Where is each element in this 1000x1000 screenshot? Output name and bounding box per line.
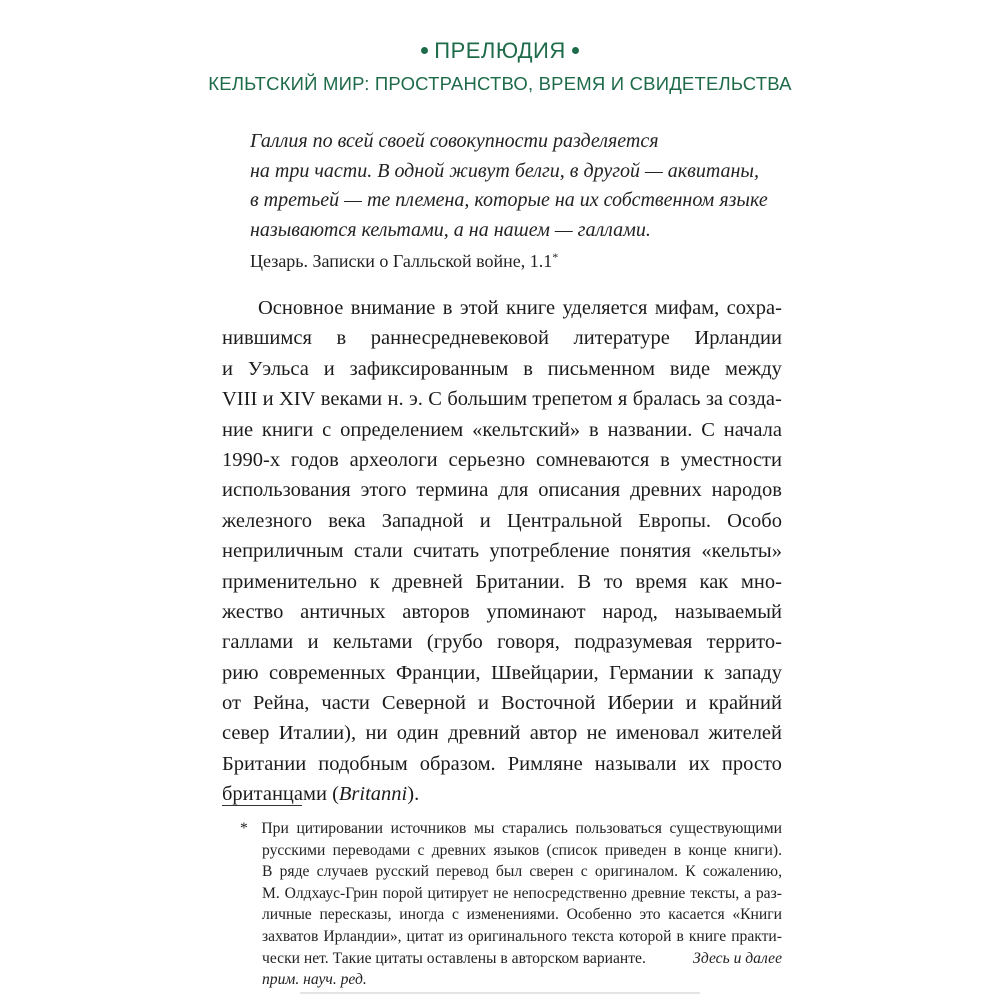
- line-text: [222, 536, 782, 566]
- word: а: [744, 884, 752, 902]
- epigraph-source-text: Цезарь. Записки о Галльской войне, 1.1: [250, 251, 553, 271]
- word: источников: [390, 820, 467, 837]
- word: Швейцарии,: [490, 661, 599, 684]
- word: народ,: [602, 600, 658, 623]
- paragraph-line: [222, 718, 782, 748]
- word: Центральной: [506, 509, 623, 532]
- word: века: [328, 509, 366, 532]
- page-bottom-edge: [300, 992, 700, 994]
- word: описания: [538, 479, 621, 502]
- word: древних: [630, 479, 702, 502]
- word: которой: [618, 927, 672, 945]
- latin-term: Britanni: [338, 783, 408, 806]
- paragraph-line: [222, 323, 782, 353]
- word: применительно: [222, 570, 358, 593]
- word: Франции,: [395, 661, 481, 684]
- paragraph-line: [222, 658, 782, 688]
- line-text: [222, 475, 782, 505]
- word: этого: [360, 479, 407, 502]
- word: просто: [721, 752, 782, 775]
- word: в: [673, 841, 682, 859]
- paragraph-line: [222, 445, 782, 475]
- chapter-subtitle: КЕЛЬТСКИЙ МИР: ПРОСТРАНСТВО, ВРЕМЯ И СВИДЕТЕЛЬСТВА: [208, 73, 792, 94]
- word: то: [603, 570, 623, 593]
- line-text: [222, 658, 782, 688]
- word: мифам,: [654, 297, 720, 319]
- epigraph-line: Галлия по всей своей совокупности разделяется: [250, 130, 659, 152]
- word: М.: [262, 884, 280, 902]
- word: в: [660, 448, 670, 471]
- word: мно-: [740, 570, 782, 593]
- word: Италии),: [278, 722, 357, 745]
- word: в: [589, 418, 599, 441]
- word: Британии.: [475, 570, 565, 593]
- main-paragraph: [222, 293, 782, 810]
- paragraph-line: [222, 415, 782, 445]
- word: и: [323, 357, 335, 380]
- paragraph-line: [222, 627, 782, 657]
- word: порой: [382, 884, 423, 902]
- line-text: [222, 354, 782, 384]
- word: При: [261, 820, 289, 837]
- word: упоминают: [486, 600, 586, 623]
- word: и: [685, 692, 697, 715]
- word: русскими: [262, 841, 326, 859]
- word: и: [262, 388, 274, 411]
- word: «Книги: [732, 906, 782, 924]
- word: зафиксированным: [349, 357, 509, 380]
- word: VIII: [222, 388, 258, 411]
- word: нившимся: [222, 327, 312, 350]
- word: годов: [290, 448, 339, 471]
- word: ние: [222, 418, 254, 441]
- word: Ирландии»,: [323, 927, 402, 945]
- word: цитировании: [296, 820, 384, 837]
- word: древних: [431, 841, 487, 859]
- word: от: [222, 692, 241, 715]
- footnote-line: [240, 840, 782, 862]
- word: старались: [502, 820, 568, 837]
- word: (список: [546, 841, 598, 859]
- word: иногда: [399, 906, 445, 924]
- word: Европы.: [638, 509, 711, 532]
- word: сожалению,: [702, 863, 782, 881]
- line-text: [222, 627, 782, 657]
- word: н.: [387, 388, 404, 411]
- word: раз-: [755, 884, 782, 902]
- epigraph: [250, 127, 810, 245]
- word: рию: [222, 661, 259, 684]
- line-text: [222, 384, 782, 414]
- word: Уэльса: [247, 357, 309, 380]
- word: не: [493, 884, 509, 902]
- paragraph-line: [222, 506, 782, 536]
- word: я: [617, 388, 628, 411]
- word: понятия: [619, 540, 691, 563]
- word: подразумевая: [574, 631, 693, 654]
- line-text: [222, 688, 782, 718]
- word: Олдхаус-Грин: [284, 884, 378, 902]
- word: галлами: [222, 631, 294, 654]
- word: внимание: [350, 297, 436, 319]
- line-text: [222, 749, 782, 779]
- word: этой: [459, 297, 499, 319]
- word: С: [428, 388, 442, 411]
- paragraph-last-line: [222, 779, 782, 809]
- word: существующими: [669, 820, 782, 837]
- word: Северной: [381, 692, 466, 715]
- word: с: [580, 863, 588, 881]
- word: (грубо: [426, 631, 483, 654]
- word: мы: [474, 820, 495, 837]
- editor-note-italic: прим. науч. ред.: [262, 971, 367, 989]
- word: называли: [594, 752, 677, 775]
- word: к: [369, 570, 380, 593]
- word: перевод: [436, 863, 489, 881]
- word: железного: [222, 509, 313, 532]
- word: считать: [413, 540, 480, 563]
- word: крайний: [708, 692, 782, 715]
- word: трепетом: [532, 388, 613, 411]
- word: в: [676, 927, 684, 945]
- paragraph-line: [222, 688, 782, 718]
- word: XIV: [279, 388, 316, 411]
- word: приведен: [604, 841, 667, 859]
- word: с: [322, 418, 332, 441]
- word: к: [703, 661, 714, 684]
- word: практи-: [731, 927, 782, 945]
- footnote-line: [240, 861, 782, 883]
- word: захватов: [262, 927, 319, 945]
- footnote-mark-and-text: [240, 818, 782, 840]
- epigraph-line: на три части. В одной живут белги, в другой — аквитаны,: [250, 159, 759, 182]
- word: Британии: [222, 752, 307, 775]
- footnote-separator: [222, 805, 302, 806]
- word: это: [639, 906, 661, 924]
- footnote-line: [240, 969, 782, 991]
- word: термина: [416, 479, 489, 502]
- line-text: [258, 293, 782, 323]
- word: из: [448, 927, 464, 945]
- word: русский: [375, 863, 429, 881]
- word: К: [685, 863, 696, 881]
- word: книге: [505, 297, 556, 319]
- word: сверен: [529, 863, 574, 881]
- word: говоря,: [497, 631, 560, 654]
- word: использования: [222, 479, 351, 502]
- word: народов: [711, 479, 782, 502]
- line-text: [222, 506, 782, 536]
- word: переводами: [332, 841, 411, 859]
- paragraph-line: [222, 475, 782, 505]
- bullet-dot-right: [572, 47, 579, 54]
- word: конце: [688, 841, 727, 859]
- word: именовал: [615, 722, 700, 745]
- word: с: [417, 841, 425, 859]
- word: 1990-х: [222, 448, 281, 471]
- line-text: [222, 323, 782, 353]
- word: ни: [365, 722, 388, 745]
- word: определением: [340, 418, 464, 441]
- word: созда-: [728, 388, 782, 411]
- word: тексты,: [690, 884, 740, 902]
- chapter-heading: [0, 38, 1000, 64]
- word: употребление: [489, 540, 610, 563]
- word: названии.: [607, 418, 693, 441]
- word: непосредственно: [513, 884, 627, 902]
- word: веками: [320, 388, 383, 411]
- word: языков: [493, 841, 540, 859]
- word: уместности: [680, 448, 782, 471]
- word: книге: [688, 927, 727, 945]
- word: изменениями.: [466, 906, 559, 924]
- word: Иберии: [607, 692, 674, 715]
- word: книги: [261, 418, 314, 441]
- word: авторов: [402, 600, 470, 623]
- word: Особо: [727, 509, 782, 532]
- word: как: [699, 570, 729, 593]
- word: Римляне: [507, 752, 583, 775]
- word: античных: [300, 600, 386, 623]
- word: и: [307, 631, 319, 654]
- paragraph-line: [222, 749, 782, 779]
- paragraph-line: [222, 384, 782, 414]
- word: время: [635, 570, 687, 593]
- word: бралась: [632, 388, 701, 411]
- word: в: [523, 357, 533, 380]
- word: стали: [353, 540, 403, 563]
- word: уделяется: [562, 297, 648, 319]
- epigraph-line: называются кельтами, а на нашем — галлами.: [250, 218, 651, 241]
- word: террито-: [706, 631, 782, 654]
- footnote-line: [240, 818, 782, 840]
- footnote-line: [240, 904, 782, 926]
- word: и: [477, 692, 489, 715]
- word: текста: [571, 927, 614, 945]
- word: оригиналом.: [594, 863, 679, 881]
- word: оригинального: [468, 927, 567, 945]
- word: раннесредневековой: [370, 327, 549, 350]
- word: с: [451, 906, 459, 924]
- word: между: [724, 357, 782, 380]
- word: за: [705, 388, 724, 411]
- word: пересказы,: [319, 906, 392, 924]
- word: жителей: [708, 722, 782, 745]
- word: части: [321, 692, 370, 715]
- footnote-line: [240, 926, 782, 948]
- line-text-suffix: ).: [407, 783, 420, 806]
- line-text: [222, 718, 782, 748]
- footnote-reference-mark: *: [552, 250, 559, 264]
- word: С: [701, 418, 715, 441]
- word: случаев: [316, 863, 369, 881]
- chapter-title: ПРЕЛЮДИЯ: [434, 38, 566, 63]
- word: пользоваться: [575, 820, 662, 837]
- word: ряде: [279, 863, 310, 881]
- word: сомневаются: [536, 448, 650, 471]
- line-text: [222, 415, 782, 445]
- word: западу: [724, 661, 782, 684]
- word: современных: [269, 661, 386, 684]
- line-text: [222, 445, 782, 475]
- footnote-line: [240, 948, 782, 970]
- word: не: [586, 722, 607, 745]
- footnote-line-text: чески нет. Такие цитаты оставлены в авторском варианте.: [262, 949, 646, 967]
- word: большим: [447, 388, 528, 411]
- word: север: [222, 722, 270, 745]
- word: автор: [529, 722, 578, 745]
- word: «кельтский»: [472, 418, 581, 441]
- editor-note-italic: Здесь и далее: [692, 949, 782, 967]
- word: неприличным: [222, 540, 344, 563]
- word: Восточной: [500, 692, 596, 715]
- footnote-line: [240, 883, 782, 905]
- word: и: [222, 357, 233, 380]
- word: письменном: [547, 357, 656, 380]
- word: цитирует: [427, 884, 489, 902]
- word: «кельты»: [701, 540, 782, 563]
- word: Ирландии: [694, 327, 782, 350]
- word: цитат: [406, 927, 444, 945]
- word: образом.: [419, 752, 496, 775]
- word: в: [336, 327, 347, 350]
- word: древние: [631, 884, 686, 902]
- word: в: [442, 297, 453, 319]
- word: кельтами: [332, 631, 413, 654]
- epigraph-line: в третьей — те племена, которые на их собственном языке: [250, 189, 768, 211]
- word: жество: [222, 600, 284, 623]
- word: подобным: [318, 752, 408, 775]
- word: был: [495, 863, 523, 881]
- bullet-dot-left: [421, 47, 428, 54]
- word: и: [479, 509, 491, 532]
- line-text: [222, 567, 782, 597]
- word: называемый: [674, 600, 782, 623]
- paragraph-line: [222, 597, 782, 627]
- word: В: [262, 863, 273, 881]
- word: сохра-: [726, 297, 782, 319]
- footnote-mark: *: [240, 820, 248, 837]
- line-text-prefix: британцами (: [222, 783, 339, 806]
- word: Основное: [258, 297, 344, 319]
- word: литературе: [573, 327, 670, 350]
- word: древней: [392, 570, 463, 593]
- word: для: [498, 479, 529, 502]
- word: В: [577, 570, 592, 593]
- word: серьезно: [448, 448, 526, 471]
- word: Особенно: [566, 906, 632, 924]
- word: Рейна,: [252, 692, 310, 715]
- word: начала: [723, 418, 782, 441]
- word: касается: [668, 906, 725, 924]
- word: один: [396, 722, 439, 745]
- footnote: [240, 818, 782, 991]
- paragraph-line: [222, 293, 782, 323]
- word: личные: [262, 906, 312, 924]
- epigraph-source: [250, 245, 810, 273]
- word: древний: [448, 722, 521, 745]
- word: археологи: [349, 448, 438, 471]
- word: книги).: [733, 841, 782, 859]
- paragraph-line: [222, 536, 782, 566]
- word: э.: [408, 388, 423, 411]
- word: их: [688, 752, 710, 775]
- line-text: [222, 597, 782, 627]
- paragraph-line: [222, 567, 782, 597]
- word: виде: [669, 357, 711, 380]
- paragraph-line: [222, 354, 782, 384]
- word: Германии: [609, 661, 694, 684]
- word: Западной: [381, 509, 464, 532]
